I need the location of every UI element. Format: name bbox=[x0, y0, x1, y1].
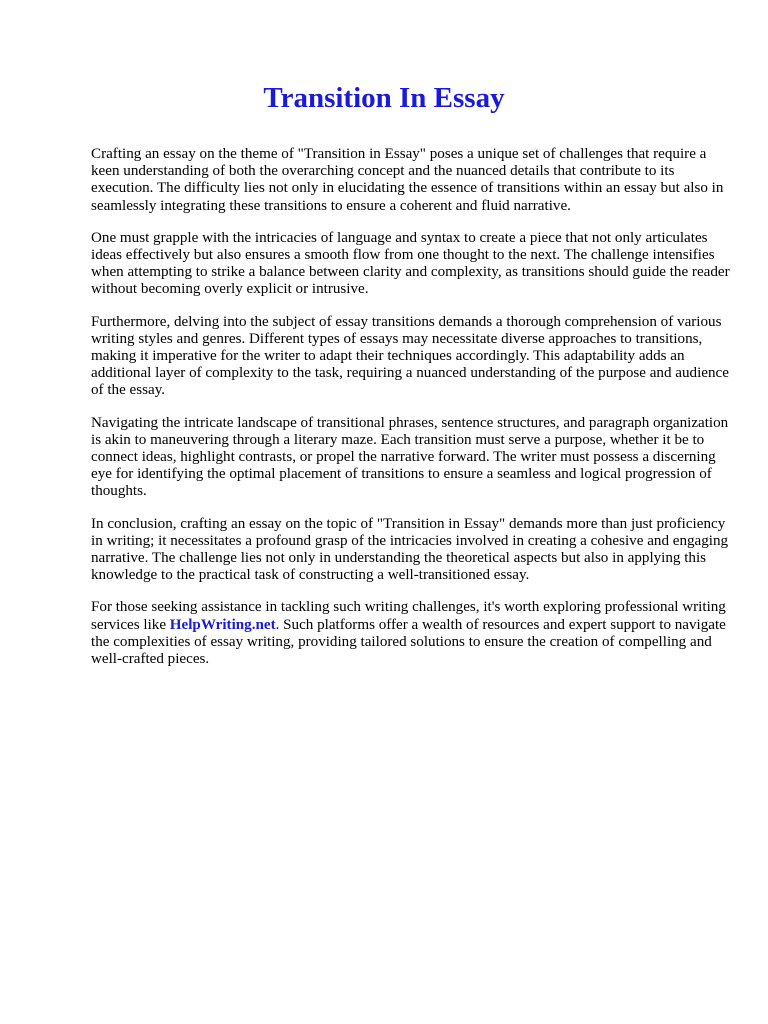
paragraph-closing bbox=[91, 599, 731, 668]
helpwriting-link[interactable]: HelpWriting.net bbox=[169, 616, 276, 633]
document-title: Transition In Essay bbox=[263, 82, 505, 114]
paragraph-5: In conclusion, crafting an essay on the topic of "Transition in Essay" demands more than just proficiency in writing; it necessitates a profound grasp of the intricacies involved in creating a cohesive and engaging narrative. The challenge lies not only in understanding the theoretical aspects but also in applying this knowledge to the practical task of constructing a well-transitioned essay. bbox=[91, 515, 729, 584]
paragraph-4: Navigating the intricate landscape of transitional phrases, sentence structures, and paragraph organization is akin to maneuvering through a literary maze. Each transition must serve a purpose, whether it be to connect ideas, highlight contrasts, or propel the narrative forward. The writer must possess a discerning eye for identifying the optimal placement of transitions to ensure a seamless and logical progression of thoughts. bbox=[91, 414, 729, 500]
document-body bbox=[91, 146, 731, 683]
paragraph-2: One must grapple with the intricacies of language and syntax to create a piece that not only articulates ideas effectively but also ensures a smooth flow from one thought to the next. The challenge intensifies when attempting to strike a balance between clarity and complexity, as transitions should guide the reader without becoming overly explicit or intrusive. bbox=[91, 229, 730, 298]
paragraph-3: Furthermore, delving into the subject of essay transitions demands a thorough comprehension of various writing styles and genres. Different types of essays may necessitate diverse approaches to transitions, making it imperative for the writer to adapt their techniques accordingly. This adaptability adds an additional layer of complexity to the task, requiring a nuanced understanding of the purpose and audience of the essay. bbox=[91, 313, 729, 399]
paragraph-1: Crafting an essay on the theme of "Transition in Essay" poses a unique set of challenges that require a keen understanding of both the overarching concept and the nuanced details that contribute to its execution. The difficulty lies not only in elucidating the essence of transitions within an essay but also in seamlessly integrating these transitions to ensure a coherent and fluid narrative. bbox=[91, 146, 724, 214]
closing-text-before-link: For those seeking assistance in tackling such writing challenges, it's worth exploring professional writing services like bbox=[91, 599, 726, 633]
closing-text-after-link: . Such platforms offer a wealth of resources and expert support to navigate the complexities of essay writing, providing tailored solutions to ensure the creation of compelling and well-crafted pieces. bbox=[91, 616, 726, 668]
